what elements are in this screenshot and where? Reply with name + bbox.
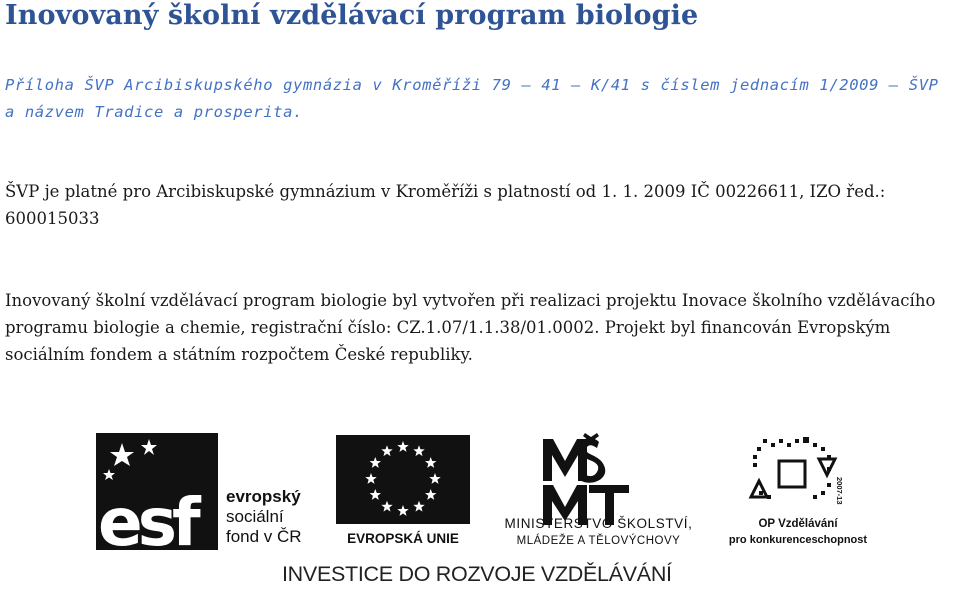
project-paragraph: Inovovaný školní vzdělávací program biologie byl vytvořen při realizaci projektu Inovace školního vzdělávacího programu biologie a chemie, registrační číslo: CZ.1.07/1.1.38/01.0002. Projekt byl financován Evropským sociálním fondem a státním rozpočtem České republiky. <box>5 291 936 364</box>
esf-mark: esf <box>98 484 196 550</box>
esf-label-line2: sociální <box>226 507 284 526</box>
op-logo <box>723 433 873 550</box>
msmt-monogram <box>543 433 629 525</box>
esf-label-line3: fond v ČR <box>226 527 302 546</box>
validity-paragraph: ŠVP je platné pro Arcibiskupské gymnázium v Kroměříži s platností od 1. 1. 2009 IČ 00226611, IZO řed.: 600015033 <box>5 182 886 228</box>
op-label-line2: pro konkurenceschopnost <box>728 534 868 546</box>
eu-logo <box>334 433 472 550</box>
msmt-label-line1: MINISTERSTVO ŠKOLSTVÍ, <box>504 516 693 531</box>
esf-label-line1: evropský <box>226 487 301 506</box>
op-years: 2007-13 <box>835 477 844 505</box>
document-subtitle: Příloha ŠVP Arcibiskupského gymnázia v Kroměříži 79 – 41 – K/41 s číslem jednacím 1/2009 – ŠVP a názvem Tradice a prosperita. <box>5 76 939 121</box>
msmt-logo <box>481 433 716 550</box>
op-square-icon <box>779 461 805 487</box>
eu-label: EVROPSKÁ UNIE <box>347 531 459 546</box>
footer-slogan: INVESTICE DO ROZVOJE VZDĚLÁVÁNÍ <box>282 562 672 586</box>
msmt-label-line2: MLÁDEŽE A TĚLOVÝCHOVY <box>516 535 681 547</box>
op-label-line1: OP Vzdělávání <box>758 518 838 530</box>
page-title: Inovovaný školní vzdělávací program biologie <box>5 0 699 31</box>
esf-logo <box>96 433 326 550</box>
